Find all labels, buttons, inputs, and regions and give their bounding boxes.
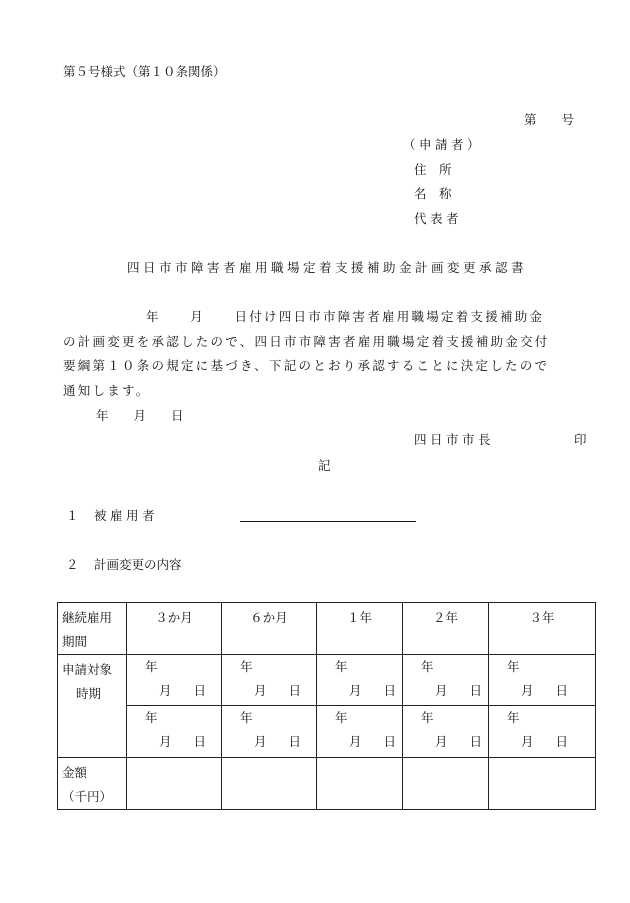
month-char: 月 bbox=[435, 683, 448, 698]
amount-cell bbox=[403, 758, 489, 810]
body-line-4: 通知します。 bbox=[63, 383, 151, 398]
day-char: 日 bbox=[288, 734, 302, 749]
day-char: 日 bbox=[555, 683, 569, 698]
amount-cell bbox=[489, 758, 596, 810]
section2-number: ２ bbox=[66, 557, 79, 572]
year-char: 年 bbox=[421, 659, 434, 674]
year-char: 年 bbox=[507, 710, 520, 725]
mayor-label: 四日市市長 bbox=[414, 432, 495, 447]
amount-label-cell bbox=[58, 758, 127, 810]
date-cell bbox=[127, 655, 222, 706]
date-cell bbox=[222, 706, 317, 758]
body-line-1: 年 月 日付け四日市市障害者雇用職場定着支援補助金 bbox=[146, 309, 545, 324]
seal-mark: 印 bbox=[574, 432, 587, 447]
name-label: 名 称 bbox=[414, 186, 452, 201]
year-char: 年 bbox=[145, 659, 158, 674]
section1-label: 被雇用者 bbox=[94, 508, 159, 523]
period-2years: ２年 bbox=[403, 603, 489, 655]
day-char: 日 bbox=[383, 683, 397, 698]
period-header-line1: 継続雇用 bbox=[62, 610, 113, 625]
form-number: 第５号様式（第１０条関係） bbox=[63, 64, 226, 79]
period-6months: ６か月 bbox=[222, 603, 317, 655]
month-char: 月 bbox=[349, 683, 362, 698]
month-char: 月 bbox=[159, 734, 172, 749]
amount-label-line1: 金額 bbox=[62, 765, 88, 780]
amount-cell bbox=[127, 758, 222, 810]
period-3months: ３か月 bbox=[127, 603, 222, 655]
month-char: 月 bbox=[349, 734, 362, 749]
day-char: 日 bbox=[288, 683, 302, 698]
date-cell bbox=[317, 655, 403, 706]
table-row bbox=[58, 603, 596, 655]
document-number: 第 号 bbox=[524, 112, 575, 127]
period-header-line2: 期間 bbox=[62, 634, 88, 649]
application-label-line1: 申請対象 bbox=[62, 662, 113, 677]
table-row bbox=[58, 706, 596, 758]
applicant-label: （申請者） bbox=[403, 137, 484, 152]
year-char: 年 bbox=[240, 659, 253, 674]
day-char: 日 bbox=[193, 734, 207, 749]
representative-label: 代表者 bbox=[414, 211, 463, 226]
period-1year: １年 bbox=[317, 603, 403, 655]
day-char: 日 bbox=[383, 734, 397, 749]
date-cell bbox=[403, 655, 489, 706]
day-char: 日 bbox=[469, 734, 483, 749]
section2-label: 計画変更の内容 bbox=[94, 557, 182, 572]
table-row bbox=[58, 655, 596, 706]
plan-change-table bbox=[57, 602, 596, 810]
day-char: 日 bbox=[193, 683, 207, 698]
body-line-3: 要綱第１０条の規定に基づき、下記のとおり承認することに決定したので bbox=[63, 358, 550, 373]
amount-label-line2: （千円） bbox=[62, 789, 113, 804]
year-char: 年 bbox=[335, 710, 348, 725]
period-header-cell bbox=[58, 603, 127, 655]
month-char: 月 bbox=[435, 734, 448, 749]
amount-cell bbox=[317, 758, 403, 810]
document-title: 四日市市障害者雇用職場定着支援補助金計画変更承認書 bbox=[127, 260, 528, 275]
section1-number: １ bbox=[66, 508, 79, 523]
date-cell bbox=[222, 655, 317, 706]
body-line-2: の計画変更を承認したので、四日市市障害者雇用職場定着支援補助金交付 bbox=[63, 334, 550, 349]
application-label-line2: 時期 bbox=[76, 686, 102, 701]
month-char: 月 bbox=[254, 734, 267, 749]
date-cell bbox=[317, 706, 403, 758]
year-char: 年 bbox=[145, 710, 158, 725]
year-char: 年 bbox=[240, 710, 253, 725]
application-period-cell bbox=[58, 655, 127, 758]
address-label: 住 所 bbox=[414, 162, 452, 177]
ki-heading: 記 bbox=[318, 458, 331, 473]
period-3years: ３年 bbox=[489, 603, 596, 655]
day-char: 日 bbox=[469, 683, 483, 698]
amount-cell bbox=[222, 758, 317, 810]
year-char: 年 bbox=[507, 659, 520, 674]
date-cell bbox=[489, 706, 596, 758]
date-line: 年 月 日 bbox=[96, 408, 184, 423]
year-char: 年 bbox=[421, 710, 434, 725]
date-cell bbox=[489, 655, 596, 706]
month-char: 月 bbox=[521, 683, 534, 698]
month-char: 月 bbox=[254, 683, 267, 698]
employee-name-line bbox=[240, 520, 416, 522]
date-cell bbox=[403, 706, 489, 758]
table-row bbox=[58, 758, 596, 810]
date-cell bbox=[127, 706, 222, 758]
day-char: 日 bbox=[555, 734, 569, 749]
month-char: 月 bbox=[159, 683, 172, 698]
month-char: 月 bbox=[521, 734, 534, 749]
year-char: 年 bbox=[335, 659, 348, 674]
